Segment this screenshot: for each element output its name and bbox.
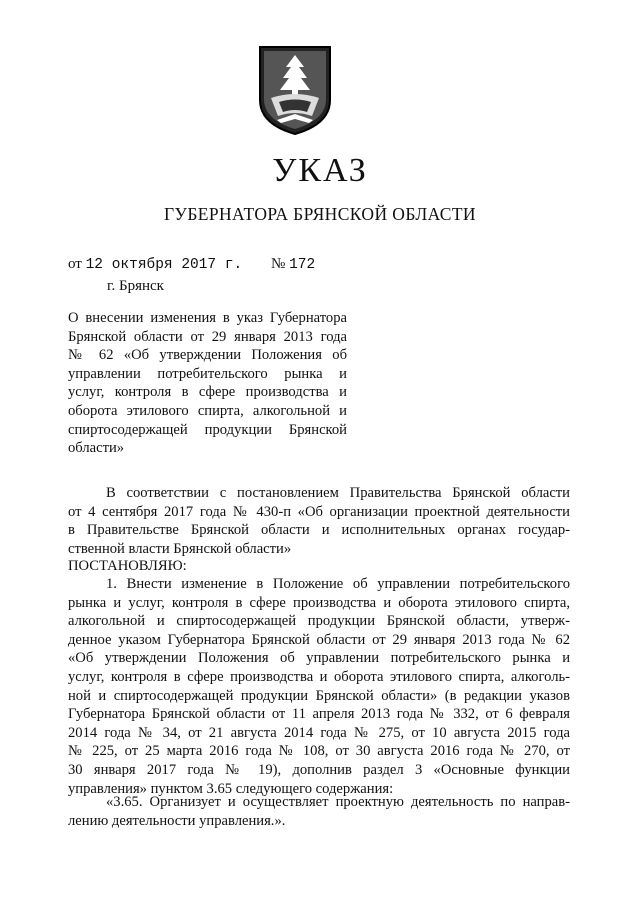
coat-of-arms-icon xyxy=(257,44,333,136)
item-line: денное указом Губернатора Брянской области от 29 января 2013 года № 62 xyxy=(68,631,570,648)
item-line: № 225, от 25 марта 2016 года № 108, от 30 августа 2016 года № 270, от xyxy=(68,743,570,760)
item-1-paragraph xyxy=(68,575,570,798)
item-line: 2014 года № 34, от 21 августа 2014 года № 275, от 10 августа 2015 года xyxy=(68,724,570,741)
subject-line: управлении потребительского рынка и xyxy=(68,365,347,382)
item-line: Губернатора Брянской области от 11 апреля 2013 года № 332, от 6 февраля xyxy=(68,706,570,723)
document-city: г. Брянск xyxy=(107,278,164,294)
preamble-line: В соответствии с постановлением Правительства Брянской области xyxy=(106,485,570,501)
quote-line: «3.65. Организует и осуществляет проектную деятельность по направ- xyxy=(106,794,570,810)
preamble-line: от 4 сентября 2017 года № 430-п «Об организации проектной деятельности xyxy=(68,503,570,520)
preamble-line: ственной власти Брянской области» xyxy=(68,540,292,557)
subject-line: оборота этилового спирта, алкогольной и xyxy=(68,402,347,419)
date-value: 12 октября 2017 г. xyxy=(85,257,243,273)
item-line: «Об утверждении Положения об управлении потребительского рынка и xyxy=(68,650,570,667)
preamble-line: в Правительстве Брянской области и исполнительных органах государ- xyxy=(68,522,570,539)
subject-line: области» xyxy=(68,440,125,457)
document-number xyxy=(271,256,315,273)
subject-line: Брянской области от 29 января 2013 года xyxy=(68,328,347,345)
item-line: 30 января 2017 года № 19), дополнив раздел 3 «Основные функции xyxy=(68,761,570,778)
number-prefix: № xyxy=(271,256,286,272)
subject-line: услуг, контроля в сфере производства и xyxy=(68,384,347,401)
quote-line: лению деятельности управления.». xyxy=(68,812,286,829)
decree-word xyxy=(68,557,570,576)
item-line: управления» пунктом 3.65 следующего содержания: xyxy=(68,780,394,797)
number-value: 172 xyxy=(289,257,316,273)
subject-line: № 62 «Об утверждении Положения об xyxy=(68,347,347,364)
document-date xyxy=(68,256,242,273)
decree-word-text: ПОСТАНОВЛЯЮ: xyxy=(68,558,187,574)
item-line: ной и спиртосодержащей продукции Брянской области» (в редакции указов xyxy=(68,687,570,704)
item-line: 1. Внести изменение в Положение об управлении потребительского xyxy=(106,576,570,592)
document-title: УКАЗ xyxy=(272,152,368,189)
subject-line: спиртосодержащей продукции Брянской xyxy=(68,421,347,438)
item-line: алкогольной и спиртосодержащей продукции Брянской области, утверж- xyxy=(68,613,570,630)
date-prefix: от xyxy=(68,256,82,272)
subject-line: О внесении изменения в указ Губернатора xyxy=(68,310,347,326)
document-subject xyxy=(68,309,347,458)
document-subtitle: ГУБЕРНАТОРА БРЯНСКОЙ ОБЛАСТИ xyxy=(164,204,476,224)
item-line: рынка и услуг, контроля в сфере производства и оборота этилового спирта, xyxy=(68,594,570,611)
preamble-paragraph xyxy=(68,484,570,558)
item-line: услуг, контроля в сфере производства и оборота этилового спирта, алкоголь- xyxy=(68,668,570,685)
quote-paragraph xyxy=(68,793,570,830)
